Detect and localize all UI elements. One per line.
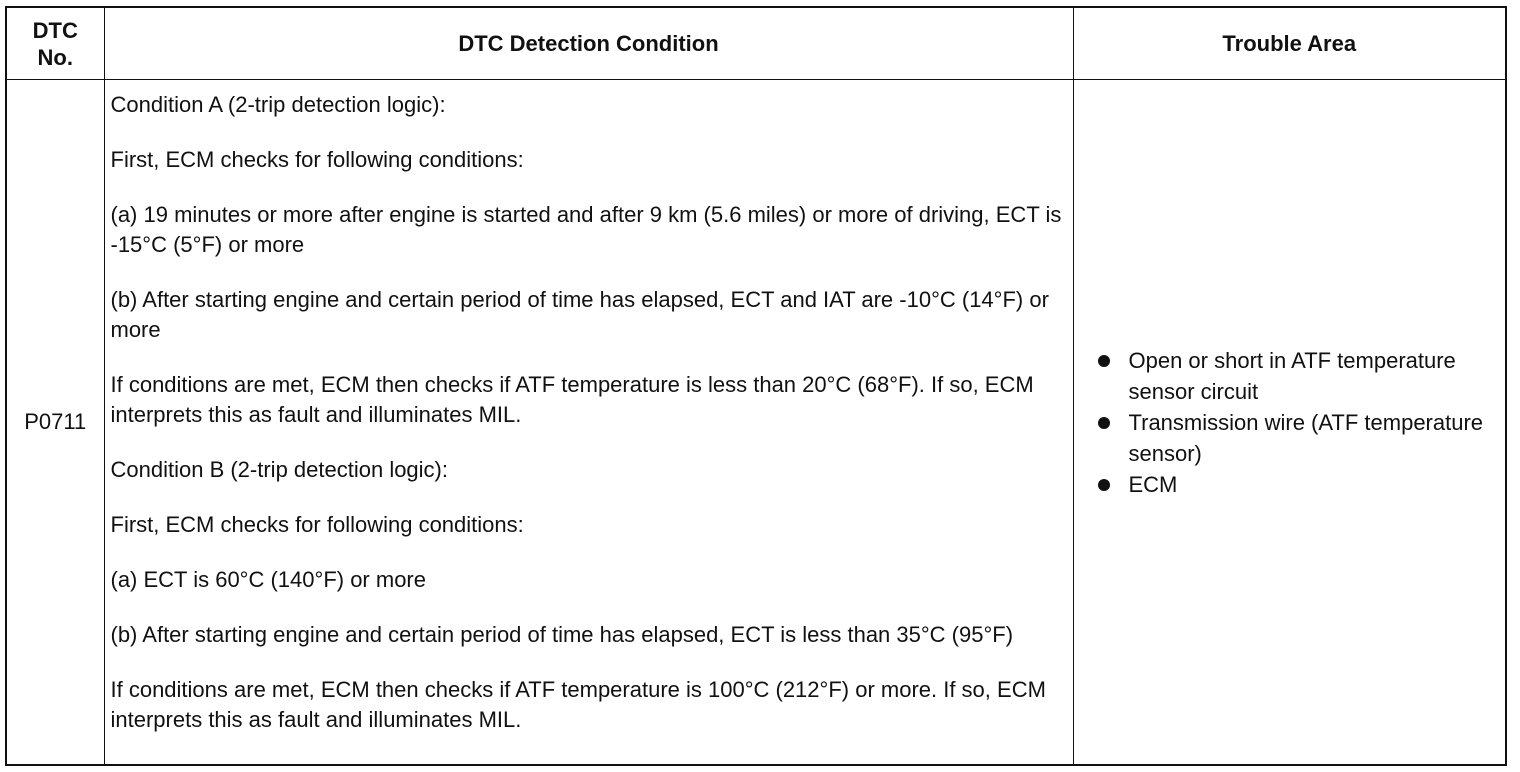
- condition-paragraph: If conditions are met, ECM then checks if ATF temperature is less than 20°C (68°F). If so, ECM interprets this as fault and illuminates MIL.: [110, 372, 1034, 427]
- condition-paragraph: Condition A (2-trip detection logic):: [110, 92, 446, 117]
- condition-paragraph: Condition B (2-trip detection logic):: [110, 457, 448, 482]
- header-trouble-area: Trouble Area: [1073, 7, 1506, 80]
- header-row: [6, 7, 1506, 80]
- condition-paragraph: First, ECM checks for following conditions:: [110, 512, 524, 537]
- condition-paragraph: If conditions are met, ECM then checks if ATF temperature is 100°C (212°F) or more. If so, ECM interprets this as fault and illuminates MIL.: [110, 677, 1046, 732]
- detection-condition-cell: [104, 80, 1073, 766]
- list-item: [1098, 469, 1506, 500]
- dtc-code: P0711: [6, 80, 104, 766]
- condition-paragraph: (a) 19 minutes or more after engine is started and after 9 km (5.6 miles) or more of driving, ECT is -15°C (5°F) or more: [110, 202, 1062, 257]
- trouble-area-text: Open or short in ATF temperature sensor circuit: [1128, 347, 1456, 404]
- header-dtc-no: DTC No.: [6, 7, 104, 80]
- list-item: [1098, 407, 1506, 469]
- bullet-icon: [1098, 479, 1110, 491]
- condition-paragraph: First, ECM checks for following conditions:: [110, 147, 524, 172]
- bullet-icon: [1098, 417, 1110, 429]
- header-detection-condition: DTC Detection Condition: [104, 7, 1073, 80]
- dtc-table: [5, 6, 1507, 766]
- bullet-icon: [1098, 355, 1110, 367]
- trouble-area-cell: [1073, 80, 1506, 766]
- table-row: [6, 80, 1506, 766]
- condition-paragraph: (b) After starting engine and certain period of time has elapsed, ECT is less than 35°C (95°F): [110, 622, 1014, 647]
- trouble-area-list: [1074, 345, 1506, 500]
- list-item: [1098, 345, 1506, 407]
- condition-paragraph: (a) ECT is 60°C (140°F) or more: [110, 567, 426, 592]
- condition-paragraph: (b) After starting engine and certain period of time has elapsed, ECT and IAT are -10°C (14°F) or more: [110, 287, 1049, 342]
- trouble-area-text: ECM: [1128, 471, 1178, 497]
- trouble-area-text: Transmission wire (ATF temperature sensor): [1128, 409, 1484, 466]
